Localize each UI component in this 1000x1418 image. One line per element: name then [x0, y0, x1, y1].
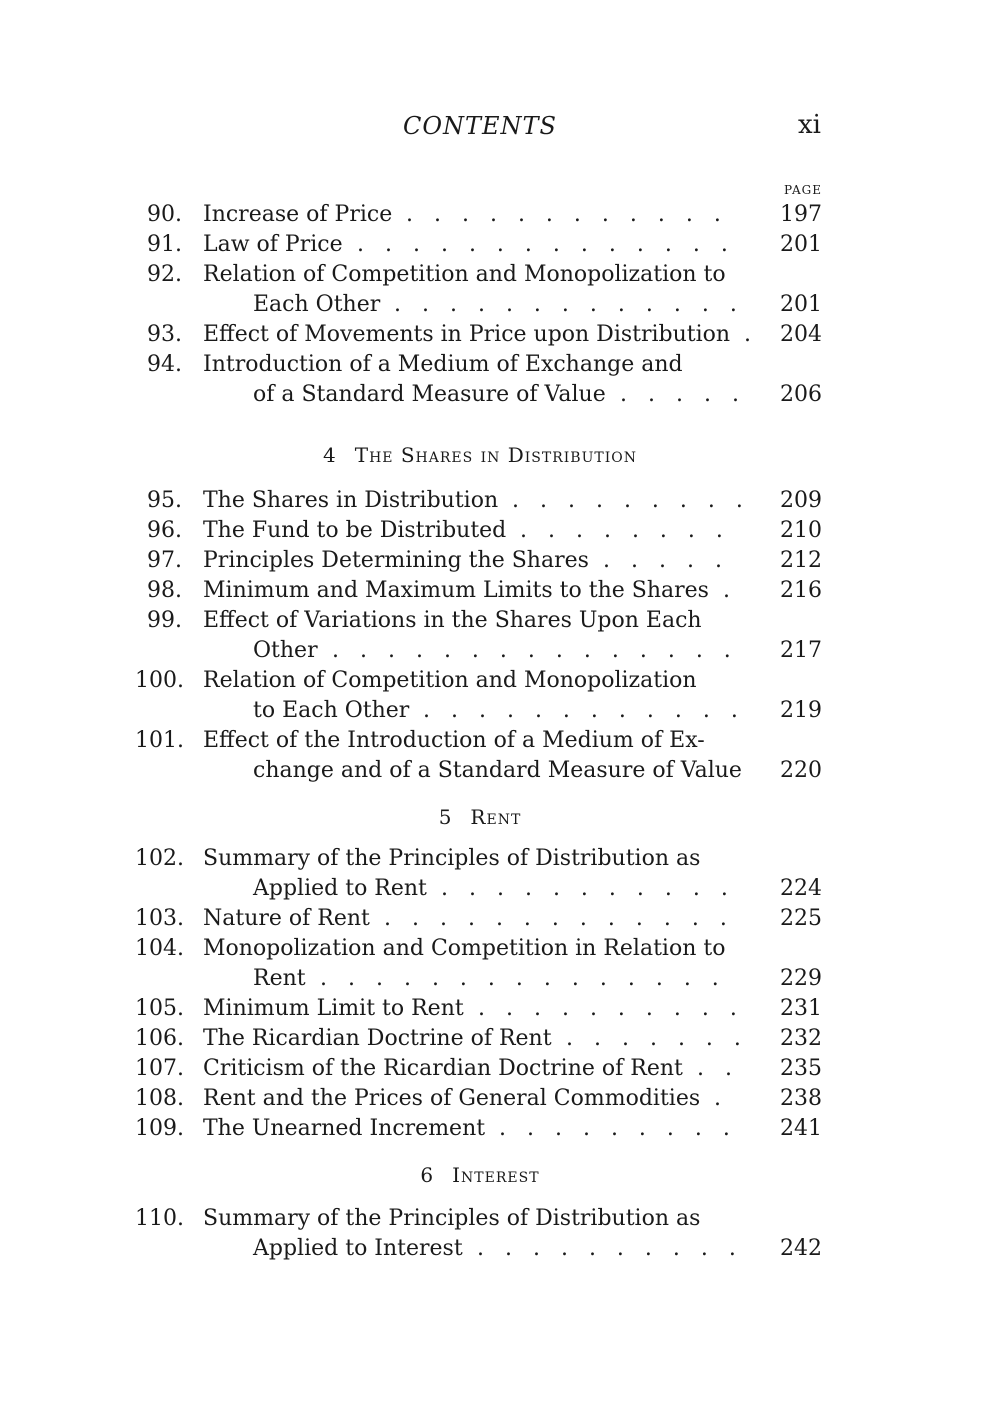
- section-heading-5: [135, 802, 825, 832]
- entry-number: 97.: [147, 548, 182, 573]
- spacer: [135, 470, 825, 486]
- dot-leader: . . . . . . .: [566, 1026, 741, 1051]
- entry-number: 92.: [147, 262, 182, 287]
- entry-title: Effect of the Introduction of a Medium of Ex-: [203, 728, 705, 753]
- entry-number: 104.: [135, 936, 184, 961]
- entry-title: Increase of Price: [203, 202, 393, 227]
- toc-entry: [135, 1054, 825, 1084]
- entry-continuation-line: [135, 380, 825, 410]
- entry-number: 96.: [147, 518, 182, 543]
- spacer: [135, 1190, 825, 1204]
- spacer: [135, 786, 825, 802]
- page-number: 206: [780, 382, 822, 407]
- entry-line: [135, 1114, 825, 1144]
- dot-leader: . . . . . . . . .: [512, 488, 743, 513]
- dot-leader: . .: [697, 1056, 732, 1081]
- entry-title: Introduction of a Medium of Exchange and: [203, 352, 683, 377]
- entry-line: [135, 726, 825, 756]
- entry-line: [135, 844, 825, 874]
- entry-title: Criticism of the Ricardian Doctrine of Rent: [203, 1056, 683, 1081]
- entry-title: Summary of the Principles of Distribution as: [203, 846, 701, 871]
- entry-number: 98.: [147, 578, 182, 603]
- entry-line: [135, 516, 825, 546]
- page-number: 216: [780, 578, 822, 603]
- entry-continuation-line: [135, 1234, 825, 1264]
- page-number: 238: [780, 1086, 822, 1111]
- page-number: 241: [780, 1116, 822, 1141]
- entry-line: [135, 1054, 825, 1084]
- entry-title: The Shares in Distribution: [203, 488, 499, 513]
- entry-continuation-line: [135, 696, 825, 726]
- toc-entry: [135, 1204, 825, 1264]
- entry-line: [135, 904, 825, 934]
- page-column-label: PAGE: [784, 183, 822, 197]
- section-title: The Shares in Distribution: [354, 443, 637, 467]
- dot-leader: . . . . . . . . . . .: [441, 876, 728, 901]
- entry-line: [135, 230, 825, 260]
- entry-number: 105.: [135, 996, 184, 1021]
- entry-title: Principles Determining the Shares: [203, 548, 589, 573]
- section-number: 6: [420, 1163, 435, 1187]
- entry-group-section4: [135, 486, 825, 786]
- entry-number: 103.: [135, 906, 184, 931]
- page-number: 212: [780, 548, 822, 573]
- entry-line: [135, 350, 825, 380]
- entry-number: 109.: [135, 1116, 184, 1141]
- dot-leader: .: [723, 578, 730, 603]
- entry-title: of a Standard Measure of Value: [253, 382, 606, 407]
- entry-number: 94.: [147, 352, 182, 377]
- toc-entry: [135, 200, 825, 230]
- entry-continuation-line: [135, 874, 825, 904]
- entry-title: Relation of Competition and Monopolization: [203, 668, 697, 693]
- page-number: 235: [780, 1056, 822, 1081]
- entry-number: 106.: [135, 1026, 184, 1051]
- entry-continuation-line: [135, 290, 825, 320]
- toc-entry: [135, 844, 825, 904]
- dot-leader: . . . . . . . . . . . .: [406, 202, 721, 227]
- entry-line: [135, 666, 825, 696]
- page-number: 204: [780, 322, 822, 347]
- page-number: 242: [780, 1236, 822, 1261]
- entry-title: Rent: [253, 966, 306, 991]
- entry-continuation-line: [135, 636, 825, 666]
- toc-entry: [135, 934, 825, 994]
- page-number: 224: [780, 876, 822, 901]
- toc-entry: [135, 320, 825, 350]
- toc-entry: [135, 516, 825, 546]
- entry-title: change and of a Standard Measure of Value: [253, 758, 742, 783]
- entry-number: 108.: [135, 1086, 184, 1111]
- page-number: 201: [780, 232, 822, 257]
- page-number: 232: [780, 1026, 822, 1051]
- dot-leader: . . . . . . . . . . . . . . .: [332, 638, 731, 663]
- entry-number: 91.: [147, 232, 182, 257]
- entry-number: 101.: [135, 728, 184, 753]
- page-number: 217: [780, 638, 822, 663]
- toc-entry: [135, 666, 825, 726]
- entry-line: [135, 994, 825, 1024]
- entry-line: [135, 1024, 825, 1054]
- toc-entry: [135, 230, 825, 260]
- entry-group-section6: [135, 1204, 825, 1264]
- entry-title: Monopolization and Competition in Relation to: [203, 936, 726, 961]
- dot-leader: . . . . . . . . . .: [477, 1236, 736, 1261]
- entry-number: 95.: [147, 488, 182, 513]
- entry-line: [135, 320, 825, 350]
- toc-entry: [135, 904, 825, 934]
- entry-number: 100.: [135, 668, 184, 693]
- dot-leader: . . . . . . . . . . . . .: [384, 906, 727, 931]
- toc-entry: [135, 726, 825, 786]
- dot-leader: .: [744, 322, 751, 347]
- entry-line: [135, 486, 825, 516]
- section-number: 4: [323, 443, 337, 467]
- entry-title: Nature of Rent: [203, 906, 370, 931]
- running-header: [135, 112, 825, 152]
- page-title: CONTENTS: [402, 112, 557, 140]
- page-number: 220: [780, 758, 822, 783]
- entry-group-section5: [135, 844, 825, 1144]
- dot-leader: . . . . .: [603, 548, 722, 573]
- page-number: 231: [780, 996, 822, 1021]
- entry-title: Effect of Variations in the Shares Upon Each: [203, 608, 702, 633]
- entry-line: [135, 606, 825, 636]
- spacer: [135, 410, 825, 440]
- entry-continuation-line: [135, 756, 825, 786]
- entry-number: 110.: [135, 1206, 184, 1231]
- entry-title: Each Other: [253, 292, 381, 317]
- dot-leader: . . . . . . . . . . . . . .: [357, 232, 728, 257]
- dot-leader: . . . . . . . . . . . . .: [394, 292, 737, 317]
- entry-number: 102.: [135, 846, 184, 871]
- toc-entry: [135, 994, 825, 1024]
- page-number: 197: [780, 202, 822, 227]
- dot-leader: . . . . . . . . . . . . . . .: [320, 966, 719, 991]
- entry-line: [135, 1084, 825, 1114]
- toc-entry: [135, 260, 825, 320]
- entry-line: [135, 1204, 825, 1234]
- entry-title: Applied to Rent: [253, 876, 427, 901]
- entry-group-part3: [135, 200, 825, 410]
- dot-leader: . . . . .: [620, 382, 739, 407]
- entry-line: [135, 934, 825, 964]
- toc-entry: [135, 576, 825, 606]
- entry-number: 99.: [147, 608, 182, 633]
- dot-leader: .: [714, 1086, 721, 1111]
- dot-leader: . . . . . . . .: [520, 518, 723, 543]
- entry-title: Other: [253, 638, 318, 663]
- toc-entry: [135, 1084, 825, 1114]
- entry-title: Summary of the Principles of Distribution as: [203, 1206, 701, 1231]
- entry-title: The Fund to be Distributed: [203, 518, 507, 543]
- page-number: 229: [780, 966, 822, 991]
- toc-entry: [135, 606, 825, 666]
- entry-line: [135, 200, 825, 230]
- folio-number: xi: [798, 110, 821, 140]
- section-heading-6: [135, 1160, 825, 1190]
- toc-entry: [135, 1114, 825, 1144]
- entry-title: Rent and the Prices of General Commodities: [203, 1086, 701, 1111]
- entry-title: Minimum Limit to Rent: [203, 996, 464, 1021]
- entry-number: 107.: [135, 1056, 184, 1081]
- spacer: [135, 832, 825, 844]
- page-number: 201: [780, 292, 822, 317]
- page-number: 209: [780, 488, 822, 513]
- dot-leader: . . . . . . . . . . . .: [423, 698, 738, 723]
- toc-entry: [135, 350, 825, 410]
- page-number: 225: [780, 906, 822, 931]
- entry-title: Minimum and Maximum Limits to the Shares: [203, 578, 709, 603]
- toc-entry: [135, 546, 825, 576]
- entry-title: Relation of Competition and Monopolization to: [203, 262, 726, 287]
- entry-line: [135, 546, 825, 576]
- section-heading-4: [135, 440, 825, 470]
- dot-leader: . . . . . . . . . .: [478, 996, 737, 1021]
- entry-title: The Unearned Increment: [203, 1116, 486, 1141]
- entry-title: Applied to Interest: [253, 1236, 463, 1261]
- table-of-contents: [135, 200, 825, 1264]
- entry-title: The Ricardian Doctrine of Rent: [203, 1026, 552, 1051]
- entry-line: [135, 260, 825, 290]
- spacer: [135, 1144, 825, 1160]
- section-number: 5: [438, 805, 453, 829]
- toc-entry: [135, 486, 825, 516]
- entry-continuation-line: [135, 964, 825, 994]
- page-number: 210: [780, 518, 822, 543]
- entry-title: to Each Other: [253, 698, 410, 723]
- entry-line: [135, 576, 825, 606]
- section-title: Interest: [452, 1163, 540, 1187]
- entry-number: 93.: [147, 322, 182, 347]
- entry-title: Effect of Movements in Price upon Distribution: [203, 322, 731, 347]
- toc-entry: [135, 1024, 825, 1054]
- entry-title: Law of Price: [203, 232, 343, 257]
- entry-number: 90.: [147, 202, 182, 227]
- dot-leader: . . . . . . . . .: [499, 1116, 730, 1141]
- page-number: 219: [780, 698, 822, 723]
- section-title: Rent: [470, 805, 522, 829]
